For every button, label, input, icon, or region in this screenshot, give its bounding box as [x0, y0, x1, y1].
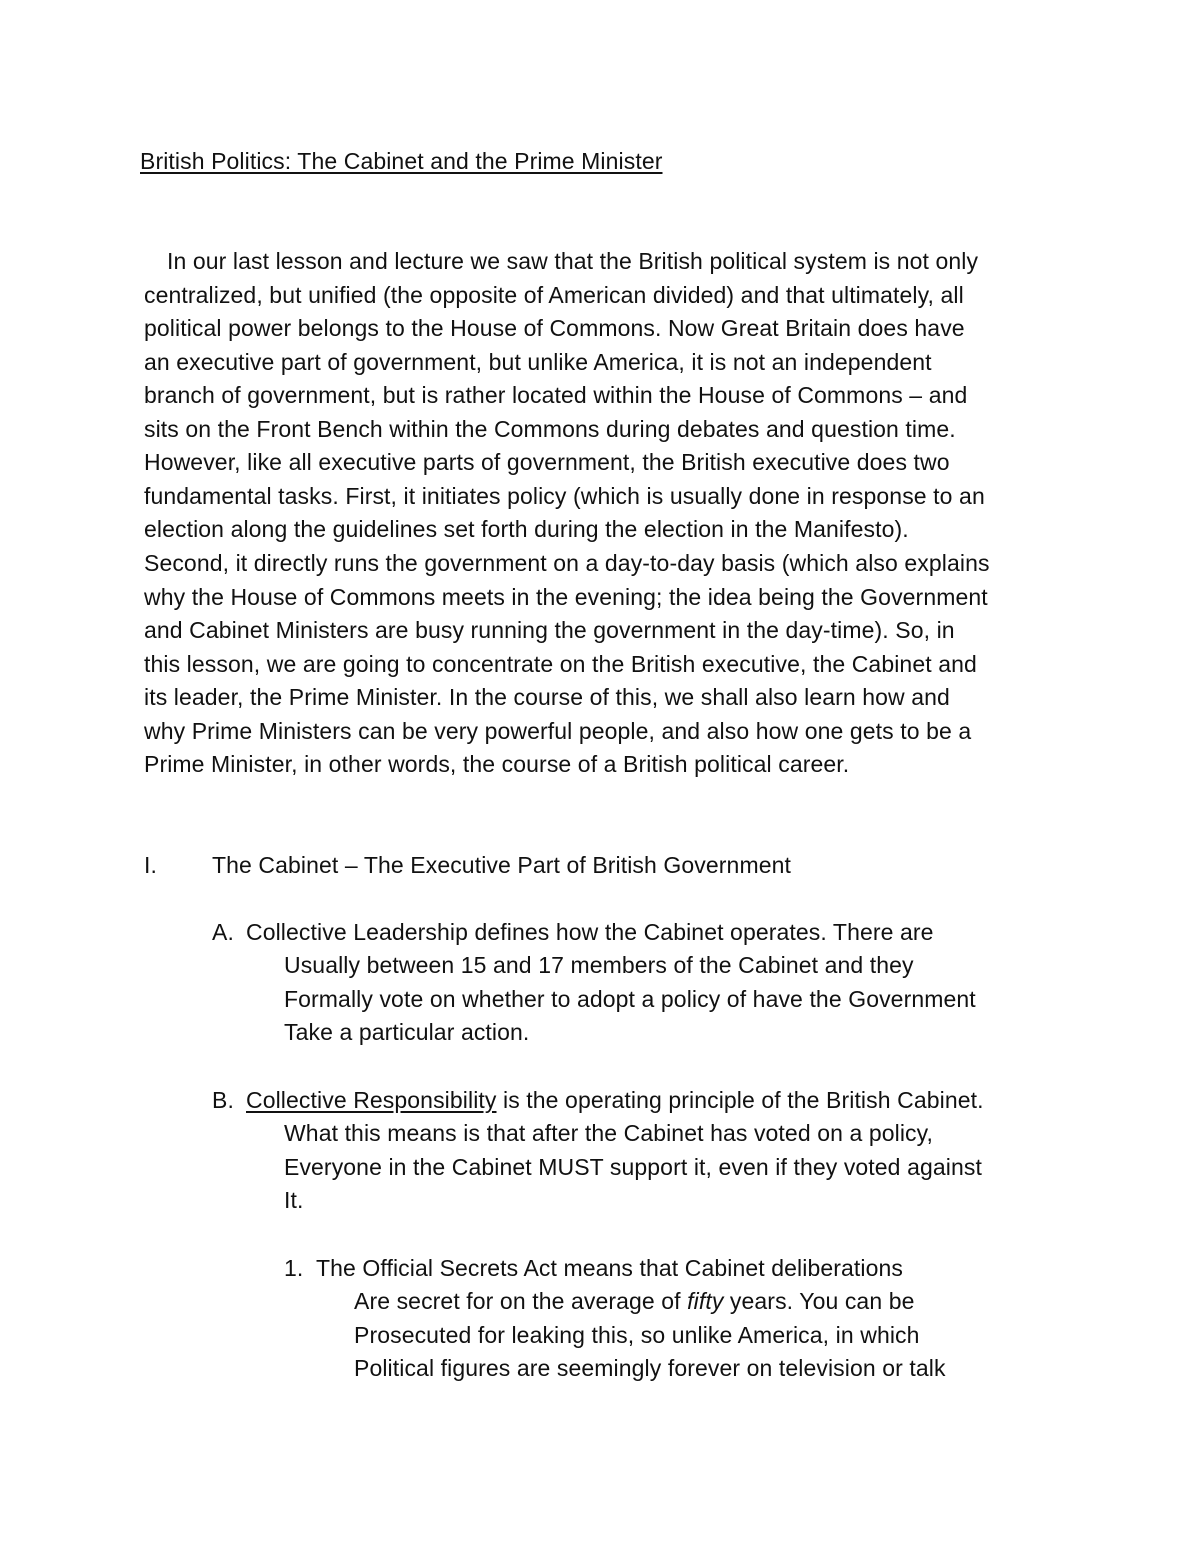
item-a-line: Take a particular action. [284, 1019, 530, 1045]
intro-line: this lesson, we are going to concentrate on the British executive, the Cabinet and [144, 651, 977, 677]
intro-line: centralized, but unified (the opposite of American divided) and that ultimately, all [144, 282, 964, 308]
collective-responsibility-term: Collective Responsibility [246, 1087, 497, 1113]
item-a-line: Collective Leadership defines how the Cabinet operates. There are [246, 919, 934, 945]
intro-line: fundamental tasks. First, it initiates policy (which is usually done in response to an [144, 483, 985, 509]
intro-line: an executive part of government, but unlike America, it is not an independent [144, 349, 932, 375]
document-title: British Politics: The Cabinet and the Prime Minister [140, 148, 663, 174]
intro-line: election along the guidelines set forth during the election in the Manifesto). [144, 516, 909, 542]
intro-line: its leader, the Prime Minister. In the course of this, we shall also learn how and [144, 684, 950, 710]
section-numeral: I. [144, 852, 157, 878]
list-marker-1: 1. [284, 1255, 304, 1281]
intro-line: Prime Minister, in other words, the course of a British political career. [144, 751, 850, 777]
intro-line: Second, it directly runs the government on a day-to-day basis (which also explains [144, 550, 990, 576]
item-a-line: Formally vote on whether to adopt a policy of have the Government [284, 986, 976, 1012]
item-b-line: Everyone in the Cabinet MUST support it, even if they voted against [284, 1154, 982, 1180]
item-b1-second-pre: Are secret for on the average of [354, 1288, 688, 1314]
item-b-first-line [246, 1083, 984, 1117]
intro-line: branch of government, but is rather located within the House of Commons – and [144, 382, 968, 408]
item-b-first-rest: is the operating principle of the British Cabinet. [496, 1087, 984, 1113]
fifty-emphasis: fifty [687, 1288, 724, 1314]
intro-line: political power belongs to the House of Commons. Now Great Britain does have [144, 315, 965, 341]
item-b1-line: The Official Secrets Act means that Cabinet deliberations [316, 1255, 903, 1281]
item-b-line: It. [284, 1187, 304, 1213]
intro-line: sits on the Front Bench within the Commons during debates and question time. [144, 416, 956, 442]
intro-line: In our last lesson and lecture we saw that the British political system is not only [167, 248, 979, 274]
list-marker-a: A. [212, 919, 234, 945]
intro-line: why Prime Ministers can be very powerful people, and also how one gets to be a [144, 718, 972, 744]
intro-line: and Cabinet Ministers are busy running the government in the day-time). So, in [144, 617, 955, 643]
item-a-line: Usually between 15 and 17 members of the Cabinet and they [284, 952, 914, 978]
intro-line: However, like all executive parts of government, the British executive does two [144, 449, 950, 475]
item-b1-line: Political figures are seemingly forever on television or talk [354, 1355, 946, 1381]
intro-line: why the House of Commons meets in the evening; the idea being the Government [144, 584, 988, 610]
list-marker-b: B. [212, 1087, 234, 1113]
item-b-line: What this means is that after the Cabinet has voted on a policy, [284, 1120, 934, 1146]
item-b1-line: Prosecuted for leaking this, so unlike America, in which [354, 1322, 920, 1348]
item-b1-second-post: years. You can be [723, 1288, 915, 1314]
section-heading: The Cabinet – The Executive Part of British Government [212, 852, 791, 878]
item-b1-second-line [354, 1284, 915, 1318]
